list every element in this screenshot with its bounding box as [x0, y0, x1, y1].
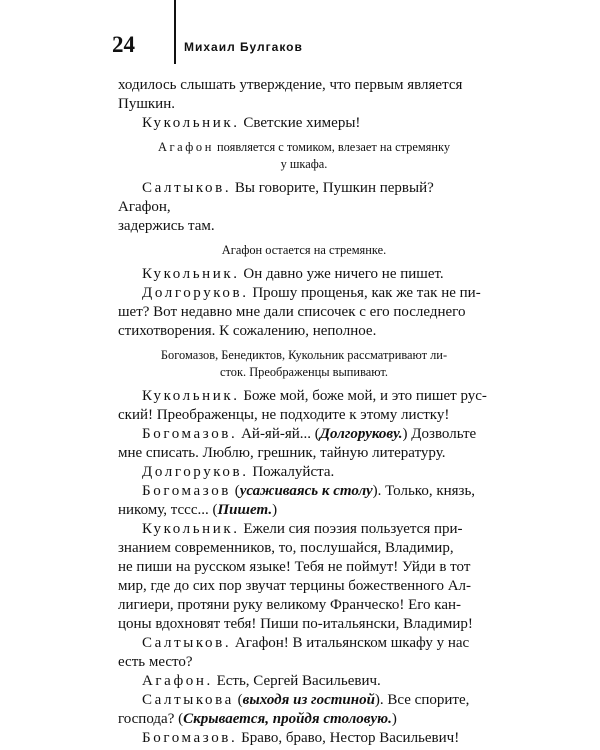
- speech: Вы говорите, Пушкин первый? Агафон,: [118, 180, 434, 215]
- dialogue-line: [118, 672, 490, 691]
- text-line: стихотворения. К сожалению, неполное.: [118, 323, 377, 339]
- text-line: лигиери, протяни руку великому Франческо! Его кан-: [118, 597, 462, 613]
- dialogue-line: [118, 634, 490, 653]
- text-line: шет? Вот недавно мне дали списочек с его последнего: [118, 304, 466, 320]
- speech: Агафон! В итальянском шкафу у нас: [231, 635, 470, 651]
- text-line: мир, где до сих пор звучат терцины божественного Ал-: [118, 578, 472, 594]
- text-line: не пиши на русском языке! Тебя не поймут! Уйди в тот: [118, 559, 471, 575]
- dialogue-line: [118, 425, 490, 444]
- stage-text: у шкафа.: [280, 157, 328, 171]
- speech: господа? (: [118, 711, 184, 727]
- speaker-name: Долгоруков.: [142, 285, 249, 301]
- remark-italic: Долгорукову.: [319, 426, 403, 442]
- dialogue-line: [118, 179, 490, 217]
- speech: Боже мой, боже мой, и это пишет рус-: [239, 388, 487, 404]
- stage-direction: [118, 139, 490, 173]
- header-divider: [174, 0, 176, 64]
- stage-text: сток. Преображенцы выпивают.: [220, 365, 388, 379]
- running-head-author: Михаил Булгаков: [184, 40, 303, 54]
- text-line: ский! Преображенцы, не подходите к этому листку!: [118, 407, 450, 423]
- speech: ): [272, 502, 278, 518]
- remark-italic: Скрывается, пройдя столовую.: [183, 711, 392, 727]
- dialogue-line: [118, 729, 490, 748]
- speaker-name: Богомазов: [142, 483, 231, 499]
- text-line: есть место?: [118, 654, 193, 670]
- speech: Пожалуйста.: [248, 464, 335, 480]
- dialogue-line: [118, 265, 490, 284]
- speech: Есть, Сергей Васильевич.: [212, 673, 381, 689]
- speaker-name: Богомазов.: [142, 426, 238, 442]
- dialogue-line: [118, 520, 490, 539]
- dialogue-line: [118, 284, 490, 303]
- speaker-name: Салтыков.: [142, 635, 232, 651]
- text-line: задержись там.: [118, 218, 215, 234]
- speaker-name: Долгоруков.: [142, 464, 249, 480]
- speech: ) Дозвольте: [402, 426, 477, 442]
- speech: (: [230, 483, 240, 499]
- stage-speaker: Агафон: [157, 140, 214, 154]
- text-line: знанием современников, то, послушайся, Владимир,: [118, 540, 454, 556]
- dialogue-line: [118, 482, 490, 501]
- speaker-name: Кукольник.: [142, 115, 240, 131]
- speech: (: [233, 692, 243, 708]
- text-line: Пушкин.: [118, 96, 175, 112]
- speech: Прошу прощенья, как же так не пи-: [248, 285, 481, 301]
- remark-italic: выходя из гостиной: [242, 692, 375, 708]
- speech: Он давно уже ничего не пишет.: [239, 266, 444, 282]
- stage-direction: [118, 347, 490, 381]
- speech: никому, тссс... (: [118, 502, 218, 518]
- text-line: ходилось слышать утверждение, что первым является: [118, 77, 463, 93]
- speech: Светские химеры!: [239, 115, 361, 131]
- text-line: цоны вдохновят тебя! Пиши по-итальянски, Владимир!: [118, 616, 473, 632]
- speaker-name: Кукольник.: [142, 521, 240, 537]
- speech: Ай-яй-яй... (: [237, 426, 320, 442]
- speech: Ежели сия поэзия пользуется при-: [239, 521, 463, 537]
- speaker-name: Салтыкова: [142, 692, 234, 708]
- speaker-name: Агафон.: [142, 673, 213, 689]
- page-header: [0, 0, 600, 70]
- dialogue-line: [118, 463, 490, 482]
- speaker-name: Салтыков.: [142, 180, 232, 196]
- stage-text: появляется с томиком, влезает на стремянку: [213, 140, 451, 154]
- stage-text: Богомазов, Бенедиктов, Кукольник рассматривают ли-: [160, 348, 448, 362]
- speaker-name: Кукольник.: [142, 266, 240, 282]
- speech: Браво, браво, Нестор Васильевич!: [237, 730, 460, 746]
- text-line: [118, 710, 490, 729]
- speech: ). Только, князь,: [372, 483, 476, 499]
- stage-direction: Агафон остается на стремянке.: [221, 243, 387, 257]
- speaker-name: Кукольник.: [142, 388, 240, 404]
- dialogue-line: [118, 114, 490, 133]
- speech: ): [391, 711, 397, 727]
- dialogue-line: [118, 387, 490, 406]
- text-line: [118, 501, 490, 520]
- remark-italic: усаживаясь к столу: [239, 483, 373, 499]
- page-number: 24: [112, 32, 135, 57]
- dialogue-line: [118, 691, 490, 710]
- text-line: мне списать. Люблю, грешник, тайную литературу.: [118, 445, 446, 461]
- page-body: [118, 76, 490, 748]
- speaker-name: Богомазов.: [142, 730, 238, 746]
- remark-italic: Пишет.: [217, 502, 273, 518]
- speech: ). Все спорите,: [374, 692, 470, 708]
